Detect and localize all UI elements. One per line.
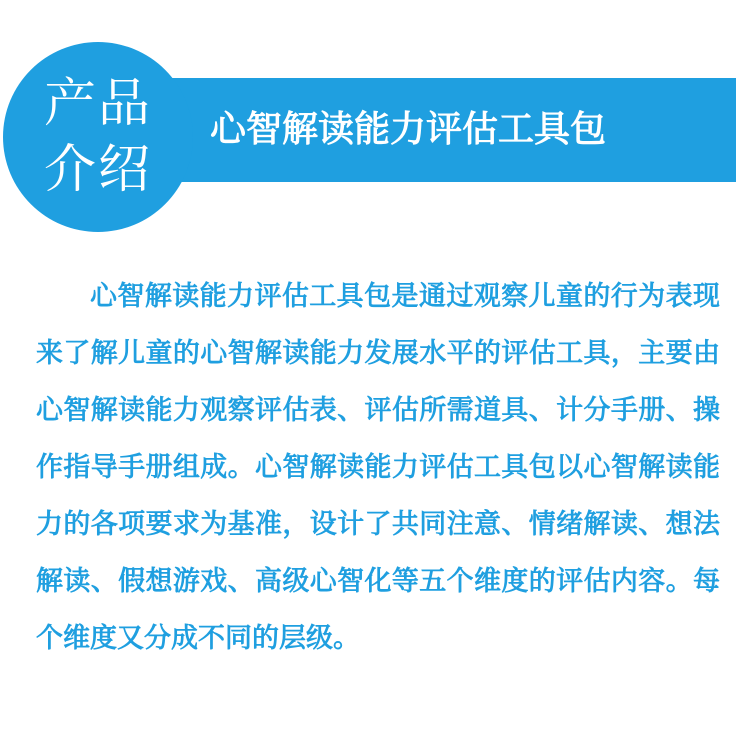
badge-line-2: 介绍 — [43, 140, 152, 200]
badge-line-1: 产品 — [43, 74, 152, 134]
product-description: 心智解读能力评估工具包是通过观察儿童的行为表现来了解儿童的心智解读能力发展水平的评估工具，主要由心智解读能力观察评估表、评估所需道具、计分手册、操作指导手册组成。心智解读能力评估工具包以心智解读能力的各项要求为基准，设计了共同注意、情绪解读、想法解读、假想游戏、高级心智化等五个维度的评估内容。每个维度又分成不同的层级。 — [36, 281, 720, 654]
title-banner — [100, 78, 736, 182]
section-badge — [3, 42, 193, 232]
banner-title: 心智解读能力评估工具包 — [210, 109, 607, 150]
